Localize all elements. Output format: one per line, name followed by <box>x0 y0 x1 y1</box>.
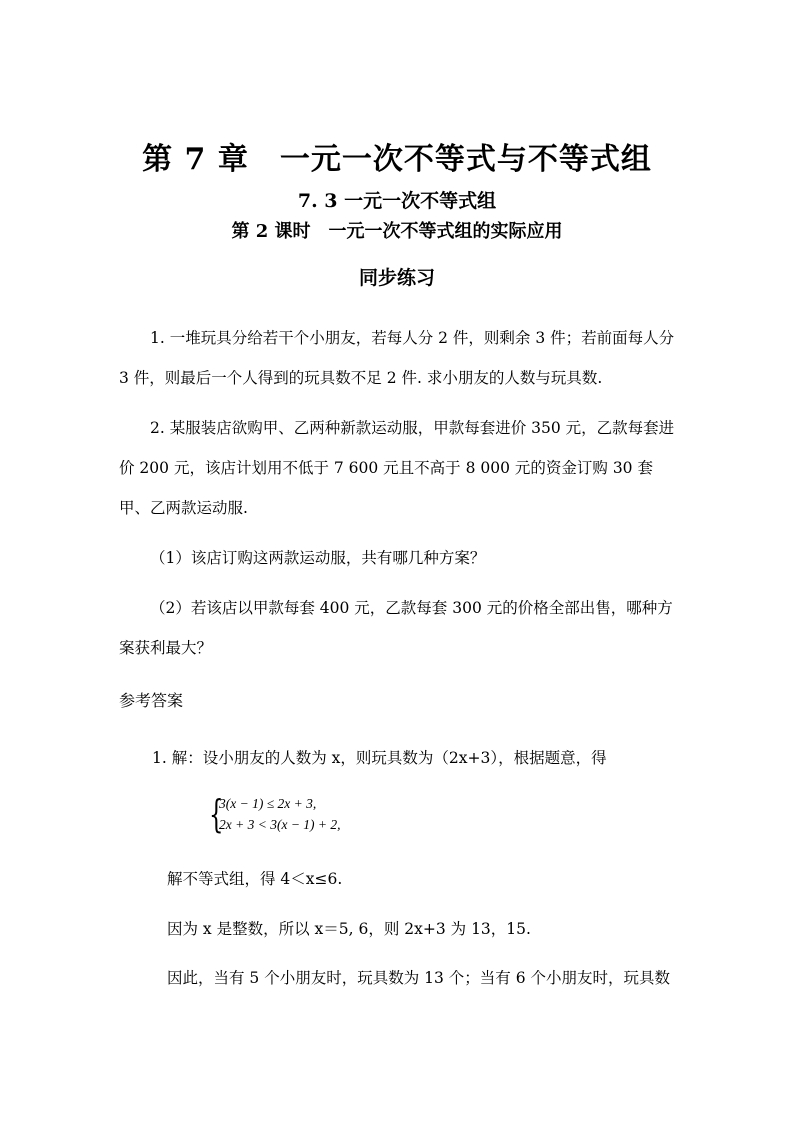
answers-heading: 参考答案 <box>119 691 184 710</box>
left-brace-icon: { <box>209 792 224 836</box>
section-title: 7. 3 一元一次不等式组 <box>297 190 497 212</box>
inequality-system <box>209 792 409 838</box>
problem-2-question-1: （1）该店订购这两款运动服，共有哪几种方案？ <box>150 549 486 567</box>
practice-title: 同步练习 <box>358 267 435 289</box>
system-line-1: 3(x − 1) ≤ 2x + 3, <box>219 796 317 811</box>
problem-2-question-2: （2）若该店以甲款每套 400 元，乙款每套 300 元的价格全部出售，哪种方案获利最大？ <box>119 599 673 657</box>
lesson-title: 第 2 课时 一元一次不等式组的实际应用 <box>231 221 563 242</box>
answer-1-conclusion: 因此，当有 5 个小朋友时，玩具数为 13 个；当有 6 个小朋友时，玩具数 <box>167 969 671 987</box>
answer-1-integer: 因为 x 是整数，所以 x＝5, 6，则 2x+3 为 13，15. <box>167 920 531 938</box>
chapter-title: 第 7 章 一元一次不等式与不等式组 <box>142 142 652 177</box>
answer-1-solve: 解不等式组，得 4＜x≤6. <box>167 870 343 888</box>
problem-1: 1. 一堆玩具分给若干个小朋友，若每人分 2 件，则剩余 3 件；若前面每人分 3 件，则最后一个人得到的玩具数不足 2 件. 求小朋友的人数与玩具数. <box>119 329 675 387</box>
problem-2: 2. 某服装店欲购甲、乙两种新款运动服，甲款每套进价 350 元，乙款每套进价 200 元，该店计划用不低于 7 600 元且不高于 8 000 元的资金订购 30 套甲、乙两款运动服. <box>119 419 675 517</box>
answer-1-intro: 1. 解：设小朋友的人数为 x，则玩具数为（2x+3），根据题意，得 <box>152 749 607 767</box>
system-line-2: 2x + 3 < 3(x − 1) + 2, <box>219 817 341 832</box>
